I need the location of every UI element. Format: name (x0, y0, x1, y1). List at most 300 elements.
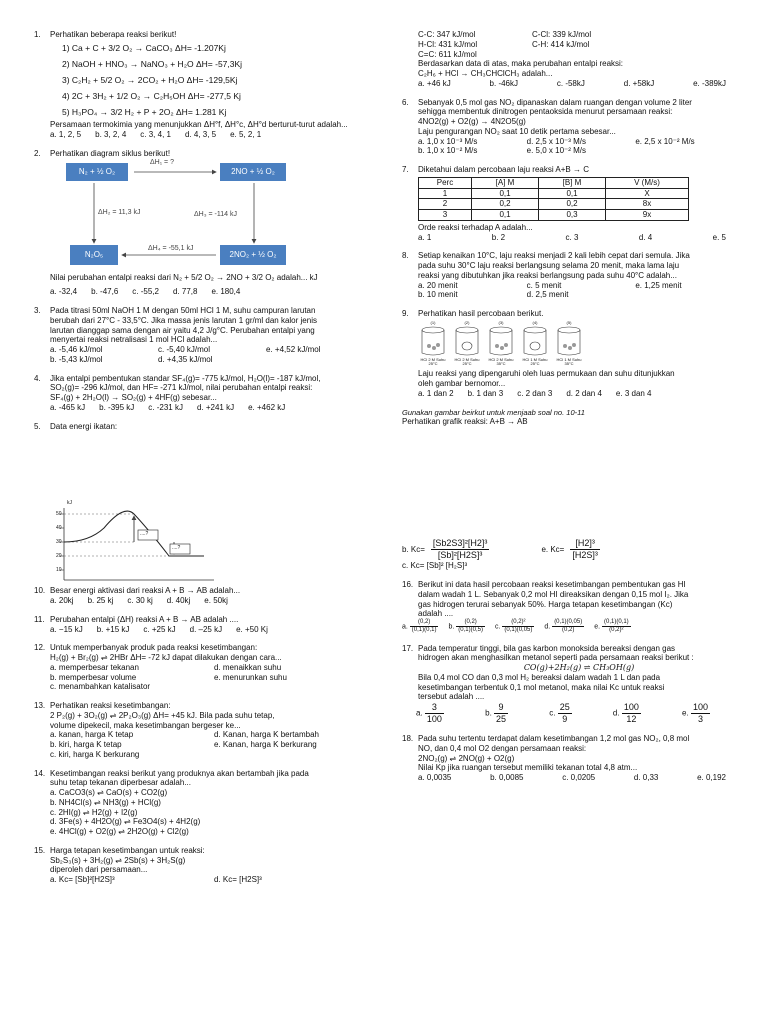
q15-line-1: Harga tetapan kesetimbangan untuk reaksi: (50, 845, 205, 855)
graph-tick: 20 (56, 553, 62, 560)
q8-options (418, 281, 740, 301)
option-c[interactable] (549, 702, 571, 725)
question-6 (402, 98, 740, 157)
option-e[interactable]: e. 4HCl(g) + O2(g) ⇌ 2H2O(g) + Cl2(g) (50, 827, 189, 837)
option-b[interactable]: b. memperbesar volume (50, 672, 137, 682)
option-d[interactable] (613, 702, 641, 725)
option-letter: d. (544, 623, 551, 631)
option-a[interactable]: a. -5,46 kJ/mol (50, 345, 103, 355)
option-letter: a. (416, 708, 423, 718)
q13-number: 13. (34, 701, 46, 711)
denominator: 12 (626, 714, 637, 725)
option-a[interactable]: a. −15 kJ (50, 624, 83, 634)
denominator: (0,1)(0,5) (458, 627, 483, 634)
option-d[interactable]: d. 4, 3, 5 (184, 130, 217, 140)
option-a[interactable]: a. 1,0 x 10⁻³ M/s (418, 136, 478, 146)
q15-options-b-e (402, 538, 740, 561)
q16-line-4: adalah .... (418, 609, 454, 619)
q9-line-1: Laju reaksi yang dipengaruhi oleh luas permukaan dan suhu ditunjukkan (418, 369, 675, 379)
option-e[interactable]: e. 5, 2, 1 (230, 130, 262, 140)
beaker-1 (418, 321, 448, 368)
option-e[interactable]: e. menurunkan suhu (214, 672, 287, 682)
bond-energy-data (402, 30, 740, 89)
q4-number: 4. (34, 373, 41, 383)
q14-number: 14. (34, 768, 46, 778)
q7-options (418, 233, 740, 243)
q4-line-2: SO₂(g)= -296 kJ/mol, dan HF= -271 kJ/mol, nilai perubahan entalpi reaksi: (50, 383, 313, 393)
q1-reaction-2: 2) NaOH + HNO₃ → NaNO₃ + H₂O ΔH= -57,3Kj (62, 58, 243, 69)
q13-line-3: volume dipekecil, maka kesetimbangan bergeser ke... (50, 720, 241, 730)
q5-title: Data energi ikatan: (50, 421, 118, 431)
fraction-b (431, 538, 490, 561)
q6-line-3: 4NO2(g) + O2(g) → 4N2O5(g) (418, 117, 526, 126)
option-d[interactable]: d. +58kJ (623, 78, 655, 88)
option-a[interactable]: a. 0,0035 (418, 773, 452, 783)
q3-options (50, 345, 370, 365)
beaker-5 (554, 321, 584, 368)
rate-table (418, 177, 689, 221)
q7-number: 7. (402, 165, 409, 174)
numerator: (0,2) (410, 619, 439, 627)
q4-options (50, 403, 370, 413)
numerator: [H2]³ (570, 538, 600, 550)
energy-graph-svg (34, 500, 234, 586)
denominator: 100 (426, 714, 442, 725)
graph-tick: 50 (56, 511, 62, 518)
beaker-icon (420, 326, 446, 356)
q1-reaction-4: 4) 2C + 3H₂ + 1/2 O₂ → C₂H₅OH ΔH= -277,5 Kj (62, 91, 241, 102)
numerator: 100 (623, 702, 639, 713)
option-d[interactable]: d. 3Fe(s) + 4H2O(g) ⇌ Fe3O4(s) + 4H2(g) (50, 817, 201, 827)
q14-line-2: suhu tetap tekanan diperbesar adalah... (50, 778, 191, 788)
q7-title: Diketahui dalam percobaan laju reaksi A+B → C (418, 165, 589, 174)
beaker-icon (454, 326, 480, 356)
q9-line-2: oleh gambar bernomor... (418, 379, 506, 388)
cell: 0,1 (472, 210, 539, 221)
question-11 (34, 615, 370, 635)
q8-line-2: pada suhu 30°C laju reaksi berlangsung selama 20 menit, maka lama laju (418, 261, 680, 270)
question-17 (402, 644, 740, 725)
option-d[interactable]: d. 0,33 (633, 773, 659, 783)
q3-line-1: Pada titrasi 50ml NaOH 1 M dengan 50ml HCl 1 M, suhu campuran larutan (50, 306, 316, 316)
option-b[interactable]: b. kiri, harga K tetap (50, 740, 122, 750)
option-a[interactable]: a. 20 menit (418, 280, 458, 290)
question-14 (34, 769, 370, 837)
option-b[interactable]: b. -47,6 (91, 287, 119, 297)
q3-number: 3. (34, 306, 41, 316)
option-c[interactable]: c. 30 kj (127, 596, 153, 606)
option-a[interactable]: a. CaCO3(s) ⇌ CaO(s) + CO2(g) (50, 788, 168, 798)
question-15-continued (402, 538, 740, 571)
cycle-diagram (64, 158, 294, 267)
option-c[interactable]: c. -55,2 (132, 287, 159, 297)
option-c[interactable]: c. 2HI(g) ⇌ H2(g) + I2(g) (50, 807, 138, 817)
q15-line-3: diperoleh dari persamaan... (50, 865, 148, 875)
question-10 (34, 586, 370, 606)
option-e[interactable]: e. +50 Kj (236, 624, 268, 634)
beaker-number: (5) (566, 319, 572, 325)
option-b[interactable]: b. Kc= (402, 544, 425, 554)
option-e[interactable]: e. -389kJ (693, 78, 726, 88)
q1-text: Persamaan termokimia yang menunjukkan ΔH°f, ΔH°c, ΔH°d berturut-turut adalah... (50, 120, 348, 130)
cell: 2 (419, 199, 472, 210)
q17-line-4: kesetimbangan terbentuk 0,1 mol metanol, maka nilai Kc untuk reaksi (418, 682, 665, 692)
q9-number: 9. (402, 309, 409, 318)
beaker-number: (2) (464, 319, 470, 325)
question-12 (34, 643, 370, 692)
option-e[interactable]: e. 0,192 (697, 773, 726, 783)
option-b[interactable]: b. -5,43 kJ/mol (50, 354, 103, 364)
q3-line-2: berubah dari 27°C - 33,5°C. Jika massa jenis larutan 1 gr/ml dan kalor jenis (50, 315, 317, 325)
option-b[interactable] (485, 702, 508, 725)
option-e[interactable]: e. 50kj (204, 596, 228, 606)
option-c[interactable]: c. 3 (565, 232, 579, 242)
option-e[interactable] (682, 702, 710, 725)
q6-line-4: Laju pengurangan NO₂ saat 10 detik pertama sebesar... (418, 126, 616, 136)
option-d[interactable]: d. 2,5 menit (526, 290, 569, 300)
label-dh2: ΔH₂ = 11,3 kJ (98, 208, 141, 216)
q2-number: 2. (34, 148, 41, 158)
graph-ylabel: kJ (67, 500, 72, 507)
option-b[interactable]: b. 3, 2, 4 (95, 130, 127, 140)
q6-line-2: sehigga membentuk dinitrogen pentaoksida menurut persamaan reaksi: (418, 107, 673, 117)
q16-line-1: Berikut ini data hasil percobaan reaksi kesetimbangan pembentukan gas HI (418, 580, 686, 590)
energy-graph (34, 500, 234, 586)
option-d[interactable]: d. 2,5 x 10⁻³ M/s (526, 136, 587, 146)
label-dh1: ΔH₁ = ? (150, 158, 174, 166)
bond-ccl: C-Cl: 339 kJ/mol (532, 30, 592, 39)
option-b[interactable]: b. -46kJ (489, 78, 519, 88)
q2-options (50, 287, 370, 297)
q7-text: Orde reaksi terhadap A adalah... (418, 222, 533, 232)
option-b[interactable]: b. 10 menit (418, 290, 458, 300)
beaker-number: (1) (430, 319, 436, 325)
q2-title: Perhatikan diagram siklus berikut! (50, 148, 171, 158)
numerator: 25 (559, 702, 570, 713)
option-letter: e. (682, 708, 689, 718)
q13-line-1: Perhatikan reaksi kesetimbangan: (50, 701, 171, 711)
numerator: (0,2) (456, 619, 485, 627)
option-e[interactable]: e. 5 (712, 232, 726, 242)
question-1 (34, 30, 370, 140)
q11-text: Perubahan entalpi (ΔH) reaksi A + B → AB adalah .... (50, 614, 239, 624)
option-a[interactable]: a. kanan, harga K tetap (50, 730, 134, 740)
option-c[interactable] (495, 619, 534, 635)
q18-line-1: Pada suhu tertentu terdapat dalam kesetimbangan 1,2 mol gas NO₂, 0,8 mol (418, 734, 690, 744)
q17-options (402, 702, 740, 725)
q8-line-3: reaksi yang dibutuhkan jika reaksi berlangsung pada suhu 40°C adalah... (418, 270, 677, 280)
q17-equation: CO(g)+2H₂(g) ⇌ CH₃OH(g) (523, 663, 635, 673)
numerator: (0,2)² (502, 619, 534, 627)
beaker-caption: HCl 1 M Suhu 35°C (556, 356, 582, 367)
q1-reaction-3: 3) C₂H₂ + 5/2 O₂ → 2CO₂ + H₂O ΔH= -129,5Kj (62, 75, 238, 86)
th-b: [B] M (539, 177, 606, 188)
question-5 (34, 422, 370, 432)
numerator: [Sb2S3]²[H2]³ (432, 538, 488, 549)
cell: 1 (419, 188, 472, 199)
q1-reaction-1: 1) Ca + C + 3/2 O₂ → CaCO₃ ΔH= -1.207Kj (62, 42, 226, 53)
option-c[interactable]: c. -231 kJ (148, 402, 183, 412)
option-e[interactable]: e. 1,25 menit (635, 280, 682, 290)
cell: 9x (606, 210, 689, 221)
option-d[interactable]: d. –25 kJ (189, 624, 223, 634)
option-d[interactable]: d. 4 (638, 232, 653, 242)
q18-number: 18. (402, 734, 414, 744)
option-a[interactable]: a. memperbesar tekanan (50, 662, 139, 672)
option-b[interactable] (448, 619, 484, 635)
denominator: 9 (562, 714, 568, 725)
graph-tick: 10 (56, 567, 62, 574)
option-e[interactable]: e. 2,5 x 10⁻² M/s (635, 136, 695, 146)
table-header (419, 177, 689, 188)
q15-number: 15. (34, 845, 46, 855)
denominator: [H2S]³ (572, 550, 598, 561)
denominator: (0,2)² (609, 627, 624, 634)
denominator: 3 (697, 714, 703, 725)
option-e[interactable]: e. +462 kJ (248, 402, 286, 412)
cell: 8x (606, 199, 689, 210)
beaker-3 (486, 321, 516, 368)
option-a[interactable]: a. -32,4 (50, 287, 78, 297)
box-2no-o2: 2NO + ½ O₂ (220, 163, 286, 181)
bond-options (418, 79, 740, 89)
option-a[interactable]: a. Kc= [Sb]²[H2S]³ (50, 875, 115, 885)
q1-reaction-5: 5) H₃PO₄ → 3/2 H₂ + P + 2O₂ ΔH= 1.281 Kj (62, 107, 227, 118)
option-e[interactable]: e. Kc= (541, 544, 565, 554)
graph-mark-dh: ....? (172, 545, 181, 552)
q1-title: Perhatikan beberapa reaksi berikut! (50, 30, 177, 39)
option-a[interactable]: a. 20kj (50, 596, 74, 606)
bond-text-1: Berdasarkan data di atas, maka perubahan entalpi reaksi: (418, 59, 624, 69)
q12-options (50, 663, 370, 692)
q16-line-3: gas hidrogen terurai sebanyak 50%. Harga tetapan kesetimbangan (Kc) (418, 599, 673, 609)
q6-line-1: Sebanyak 0,5 mol gas NO₂ dipanaskan dalam ruangan dengan volume 2 liter (418, 97, 692, 107)
q8-number: 8. (402, 251, 409, 261)
option-c[interactable]: c. 5 menit (526, 280, 562, 290)
beaker-icon (556, 326, 582, 356)
q10-text: Besar energi aktivasi dari reaksi A + B → AB adalah... (50, 586, 241, 596)
beaker-row (418, 321, 740, 368)
th-perc: Perc (419, 177, 472, 188)
option-a[interactable]: a. 1, 2, 5 (50, 130, 82, 140)
box-n2-o2: N₂ + ½ O₂ (66, 163, 128, 181)
option-c[interactable]: c. 2 dan 3 (517, 388, 553, 398)
question-16 (402, 580, 740, 635)
option-d[interactable]: d. Kc= [H2S]³ (214, 875, 262, 885)
question-13 (34, 701, 370, 760)
q9-options (418, 389, 740, 399)
option-c[interactable]: c. 0,0205 (562, 773, 596, 783)
option-a[interactable]: a. 1 dan 2 (418, 388, 454, 398)
numerator: (0,1)(0,05) (552, 619, 584, 627)
numerator: 100 (692, 702, 708, 713)
q15-line-2: Sb₂S₃(s) + 3H₂(g) ⇌ 2Sb(s) + 3H₂S(g) (50, 855, 186, 865)
option-e[interactable]: e. +4,52 kJ/mol (266, 345, 321, 355)
q4-line-1: Jika entalpi pembentukan standar SF₄(g)= -775 kJ/mol, H₂O(l)= -187 kJ/mol, (50, 373, 321, 383)
option-d[interactable]: d. 2 dan 4 (566, 388, 602, 398)
q1-number: 1. (34, 30, 41, 39)
q17-line-5: tersebut adalah .... (418, 692, 485, 702)
q18-line-3: 2NO₂(g) ⇌ 2NO(g) + O2(g) (418, 753, 515, 763)
question-7 (402, 165, 740, 242)
label-dh3: ΔH₃ = -114 kJ (194, 210, 237, 218)
question-9 (402, 309, 740, 399)
q13-line-2: 2 P₂(g) + 3O₂(g) ⇌ 2P₂O₃(g) ΔH= +45 kJ. Bila pada suhu tetap, (50, 710, 275, 720)
box-n2o5: N₂O₅ (70, 245, 118, 265)
option-a[interactable] (416, 702, 444, 725)
option-a[interactable]: a. 1 (418, 232, 432, 242)
denominator: (0,1)(0,05) (504, 627, 533, 634)
instruction-note-2: Perhatikan grafik reaksi: A+B → AB (402, 416, 528, 426)
option-c[interactable]: c. 3, 4, 1 (140, 130, 171, 140)
option-a[interactable]: a. -465 kJ (50, 402, 86, 412)
beaker-2 (452, 321, 482, 368)
label-dh4: ΔH₄ = -55,1 kJ (148, 244, 194, 252)
right-column (402, 30, 740, 792)
option-letter: e. (594, 623, 601, 631)
q11-number: 11. (34, 614, 45, 624)
cell: 0,1 (539, 188, 606, 199)
q8-line-1: Setiap kenaikan 10°C, laju reaksi menjadi 2 kali lebih cepat dari semula. Jika (418, 251, 690, 261)
table-row (419, 188, 689, 199)
option-e[interactable]: e. Kanan, harga K berkurang (214, 740, 317, 750)
option-letter: d. (612, 708, 620, 718)
q10-options (50, 596, 370, 606)
beaker-caption: HCl 2 M Suhu 35°C (488, 356, 514, 367)
option-c[interactable]: c. kiri, harga K berkurang (50, 749, 140, 759)
beaker-number: (4) (532, 319, 538, 325)
numerator: 3 (425, 702, 444, 714)
instruction-note: Gunakan gambar beirkut untuk menjaab soal no. 10-11 (402, 407, 585, 417)
q10-number: 10. (34, 586, 46, 596)
q6-number: 6. (402, 97, 409, 107)
option-d[interactable] (544, 619, 584, 635)
th-v: V (M/s) (606, 177, 689, 188)
beaker-caption: HCl 2 M Suhu 25°C (454, 356, 480, 367)
option-d[interactable]: d. +4,35 kJ/mol (158, 354, 213, 364)
q4-line-3: SF₄(g) + 2H₂O(l) → SO₂(g) + 4HF(g) sebesar... (50, 393, 217, 403)
q16-options (402, 619, 740, 635)
graph-tick: 40 (56, 525, 62, 532)
q14-line-1: Kesetimbangan reaksi berikut yang produknya akan bertambah jika pada (50, 768, 309, 778)
numerator: (0,1)(0,1) (602, 619, 631, 627)
option-d[interactable]: d. 40kj (166, 596, 191, 606)
graph-tick: 30 (56, 539, 62, 546)
option-e[interactable] (594, 619, 630, 635)
q13-options (50, 730, 370, 759)
beaker-icon (522, 326, 548, 356)
option-c[interactable]: c. Kc= [Sb]² [H₂S]³ (402, 561, 468, 571)
option-a[interactable]: a. +46 kJ (418, 78, 451, 88)
cell: 0,2 (472, 199, 539, 210)
option-e[interactable]: e. 180,4 (211, 287, 241, 297)
q18-options (418, 773, 740, 783)
option-d[interactable]: d. 77,8 (172, 287, 198, 297)
cell: X (606, 188, 689, 199)
q18-line-4: Nilai Kp jika ruangan tersebut memiliki tekanan total 4,8 atm... (418, 763, 638, 773)
denominator: (0,1)(0,1) (411, 627, 437, 634)
denominator: [Sb]²[H2S]³ (437, 550, 483, 561)
q9-title: Perhatikan hasil percobaan berikut. (418, 309, 544, 318)
th-a: [A] M (472, 177, 539, 188)
q15-options (50, 875, 370, 885)
bond-list (418, 30, 638, 59)
option-b[interactable]: b. 2 (491, 232, 506, 242)
cell: 3 (419, 210, 472, 221)
box-2no2-o2: 2NO₂ + ½ O₂ (220, 245, 286, 265)
beaker-caption: HCl 2 M Suhu 25°C (420, 356, 446, 367)
bond-c-double-c: C=C: 611 kJ/mol (418, 49, 477, 59)
bond-cc: C-C: 347 kJ/mol (418, 30, 476, 39)
option-letter: a. (402, 623, 408, 631)
option-letter: b. (448, 623, 455, 631)
option-letter: c. (494, 623, 501, 631)
option-e2[interactable]: e. 5,0 x 10⁻² M/s (526, 146, 587, 156)
table-row (419, 199, 689, 210)
denominator: 25 (496, 714, 507, 725)
option-b[interactable]: b. +15 kJ (96, 624, 130, 634)
q18-line-2: NO, dan 0,4 mol O2 dengan persamaan reaksi: (418, 743, 587, 753)
option-b[interactable]: b. 0,0085 (490, 773, 524, 783)
option-d[interactable]: d. Kanan, harga K bertambah (214, 730, 319, 740)
option-c[interactable]: c. +25 kJ (143, 624, 176, 634)
q16-line-2: dalam wadah 1 L. Sebanyak 0,2 mol HI direaksikan dengan 0,15 mol I₂. Jika (418, 589, 689, 599)
q12-line-1: Untuk memperbanyak produk pada reaksi kesetimbangan: (50, 643, 258, 653)
q6-options (418, 137, 740, 157)
option-letter: c. (549, 708, 556, 718)
option-d[interactable]: d. menaikkan suhu (214, 662, 282, 672)
option-c[interactable]: c. -5,40 kJ/mol (158, 345, 211, 355)
denominator: (0,2) (562, 627, 575, 634)
numerator: 9 (494, 702, 508, 714)
q3-line-3: larutan dianggap sama dengan air yaitu 4,2 J/g°C. Perubahan entalpi yang (50, 325, 315, 335)
beaker-caption: HCl 1 M Suhu 25°C (522, 356, 548, 367)
option-b[interactable]: b. NH4Cl(s) ⇌ NH3(g) + HCl(g) (50, 797, 161, 807)
question-3 (34, 306, 370, 365)
beaker-number: (3) (498, 319, 504, 325)
q1-options (50, 130, 370, 140)
q12-number: 12. (34, 643, 46, 653)
q17-line-2: hidrogen akan menghasilkan metanol seperti pada persamaan reaksi berikut : (418, 653, 694, 663)
q17-number: 17. (402, 643, 414, 653)
q16-number: 16. (402, 580, 414, 590)
question-4 (34, 374, 370, 413)
cell: 0,1 (472, 188, 539, 199)
option-b[interactable]: b. -395 kJ (99, 402, 135, 412)
table-row (419, 210, 689, 221)
q11-options (50, 625, 370, 635)
option-d[interactable]: d. +241 kJ (196, 402, 235, 412)
option-b[interactable]: b. 25 kj (87, 596, 114, 606)
graph-mark-ea: ....? (140, 531, 149, 538)
option-c[interactable]: c. -58kJ (556, 78, 585, 88)
q12-line-2: H₂(g) + Br₂(g) ⇌ 2HBr ΔH= -72 kJ dapat dilakukan dengan cara... (50, 653, 282, 663)
cell: 0,3 (539, 210, 606, 221)
option-c[interactable]: c. menambahkan katalisator (50, 682, 151, 692)
option-b[interactable]: b. 1,0 x 10⁻² M/s (418, 146, 478, 156)
option-a[interactable] (402, 619, 438, 635)
option-e[interactable]: e. 3 dan 4 (615, 388, 652, 398)
q1-reactions (50, 40, 370, 121)
q17-line-3: Bila 0,4 mol CO dan 0,3 mol H₂ bereaksi dalam wadah 1 L dan pada (418, 672, 661, 682)
q5-number: 5. (34, 421, 41, 431)
beaker-icon (488, 326, 514, 356)
question-8 (402, 251, 740, 300)
option-b[interactable]: b. 1 dan 3 (467, 388, 504, 398)
question-15 (34, 846, 370, 885)
bond-hcl: H-Cl: 431 kJ/mol (418, 39, 478, 49)
fraction-e (570, 538, 600, 561)
